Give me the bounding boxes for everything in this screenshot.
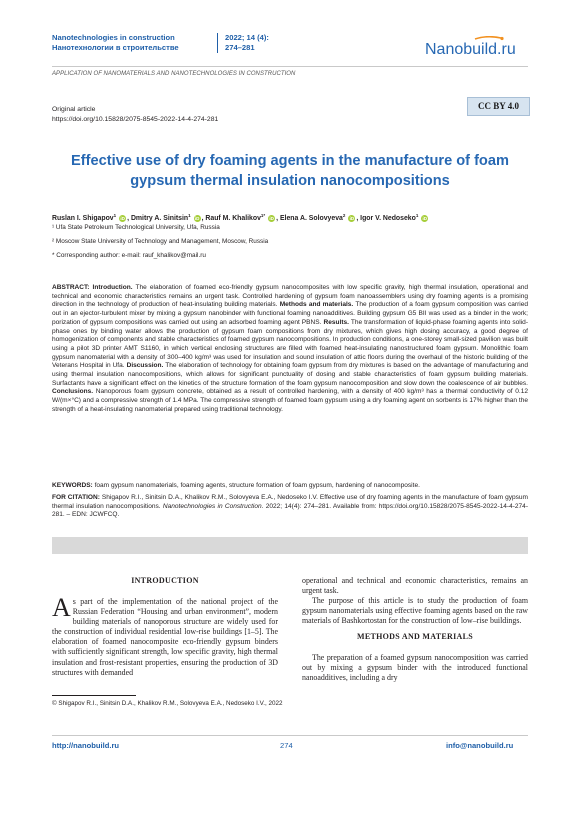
citation-text: Shigapov R.I., Sinitsin D.A., Khalikov R.M., Solovyeva E.A., Nedoseko I.V. Effective use of dry foaming agents in the manufacture of foam gypsum thermal insulation nanocompositions. [52,494,528,510]
methods-heading: METHODS AND MATERIALS [357,632,473,641]
keywords [52,482,528,491]
author-name: Igor V. Nedoseko [360,215,416,222]
section-divider [52,66,528,67]
abstract [52,284,528,415]
footer-email-link[interactable]: info@nanobuild.ru [446,741,514,750]
issue-volume: 2022; 14 (4): [225,33,269,42]
right-paragraph-1: operational and technical and economic characteristics, remains an urgent task. [302,576,528,596]
orcid-icon[interactable]: iD [269,216,274,221]
abstract-intro-heading: Introduction. [92,284,133,291]
separator-bar [52,537,528,554]
orcid-icon[interactable]: iD [349,216,355,221]
article-type: Original article [52,106,96,113]
author-name: Ruslan I. Shigapov [52,215,114,222]
section-label: APPLICATION OF NANOMATERIALS AND NANOTECHNOLOGIES IN CONSTRUCTION [52,71,296,77]
right-paragraph-2: The purpose of this article is to study the production of foam gypsum nanomaterials using effective foaming agents based on the raw materials of Bashkortostan for the construction of low–rise buildings. [302,596,528,626]
author-sup: 1 [113,213,117,218]
journal-name-ru: Нанотехнологии в строительстве [52,43,179,52]
copyright-notice: © Shigapov R.I., Sinitsin D.A., Khalikov R.M., Solovyeva E.A., Nedoseko I.V., 2022 [52,700,283,707]
author-1: Ruslan I. Shigapov$^1$ iD , [52,213,131,222]
drop-cap: A [52,593,71,622]
author-name: Rauf M. Khalikov [205,215,261,222]
abstract-conclusions-heading: Conclusions. [52,388,94,396]
author-sup: 2 [342,213,346,218]
affiliation-1: ¹ Ufa State Petroleum Technological University, Ufa, Russia [52,224,220,231]
issue-info [225,33,269,53]
introduction-paragraph [52,593,278,678]
abstract-methods-heading: Methods and materials. [279,301,354,309]
author-sup: 1 [188,213,191,218]
journal-name [52,33,179,53]
right-column [302,576,528,626]
author-4: Elena A. Solovyeva$^2$ iD , [279,213,361,222]
author-5 [360,215,429,222]
abstract-results-heading: Results. [323,318,349,326]
svg-text:Nanobuild.ru: Nanobuild.ru [425,41,516,58]
author-sup: 1 [415,213,419,218]
footer-website-link[interactable]: http://nanobuild.ru [52,741,120,750]
intro-text: s part of the implementation of the national project of the Russian Federation “Housing and urban environment”, modern building materials of nanoporous structure are widely used for the construction of individual residential low-rise buildings [1–5]. The elaboration of foamed nanocomposite eco-friendly gypsum binders with sufficiently significant strength, low specific gravity, high thermal insulation and frost-resistant properties, ensuring the production of 3D structures with demanded [52,597,278,677]
citation-tail: 2022; 14(4): 274–281. Available from: https://doi.org/10.15828/2075-8545-2022-14-4-274-281. – EDN: JCWFCQ. [52,502,529,519]
keywords-label: KEYWORDS: [52,482,93,489]
header-divider [217,33,218,53]
footer-divider [52,735,528,736]
abstract-discussion: The elaboration of technology for obtaining foam gypsum from dry mixtures is based on the advantage of manufacturing and using thermal insulation nanocompositions, which allows for significant punctuality of dosing and stable characteristics of foam gypsum building materials. Surfactants have a significant effect on the kinetics of the structure formation of the foam gypsum nanocomposition and slow down the coalescence of air bubbles. [52,362,528,387]
abstract-conclusions: Nanoporous foam gypsum concrete, obtained as a result of controlled hardening, with a density of 400 kg/m³ has a thermal conductivity of 0.12 W/(m×°C) and a compressive strength of 1.4 MPa. The compressive strength of foamed foam gypsum using a dry foaming agent on sorbents is 17% higher than the strength of a heat-insulating nanomaterial prepared using traditional technology. [52,388,529,413]
citation [52,494,528,520]
nanobuild-logo[interactable] [425,36,533,60]
page-number: 274 [280,741,293,750]
methods-paragraph: The preparation of a foamed gypsum nanocomposition was carried out by mixing a gypsum binder with the introduced functional nanoadditives, including a dry [302,653,528,683]
article-title: Effective use of dry foaming agents in the manufacture of foam gypsum thermal insulation nanocompositions [71,153,509,189]
doi-link[interactable]: https://doi.org/10.15828/2075-8545-2022-14-4-274-281 [52,116,219,123]
abstract-intro: The elaboration of foamed eco-friendly gypsum nanocomposites with low specific gravity, high thermal insulation, operational and technical and economic characteristics remains an urgent task. Controlled hardening of gypsum foam nanoassemblers using dry foaming agents is a promising direction in the technology of production of heat-insulating building materials. [52,284,528,309]
abstract-label: ABSTRACT: [52,284,90,291]
author-3: Rauf M. Khalikov$^{1*}$ iD , [205,213,280,222]
citation-journal: Nanotechnologies in Construction. [162,502,264,510]
footnote-divider [52,695,136,696]
citation-label: FOR CITATION: [52,494,100,501]
author-list [52,210,528,224]
introduction-heading: INTRODUCTION [131,576,199,585]
author-name: Elena A. Solovyeva [279,215,343,222]
abstract-results: The transformation of liquid-phase foaming agents into solid-phase ones by binding water allows the production of gypsum foam compositions from dry mixtures, which gives high dosing accuracy, a good degree of homogenization of components and stable characteristics of foamed gypsum nanocompositions. In production conditions, a one-storey small-sized pavilion was built using a pilot 3D printer AMT S1160, in which vertical enclosing structures are filled with foamed heat-insulating nanostructured foam gypsum. Monolithic foam gypsum nanomaterial with a density of 300–400 kg/m³ was used for insulation and sound insulation of attic floors during the overhaul of the historic building of the Veterans Hospital in Ufa. [52,318,528,370]
orcid-icon[interactable]: iD [120,216,125,221]
issue-pages: 274–281 [225,43,255,52]
orcid-icon[interactable]: iD [194,216,200,221]
author-name: Dmitry A. Sinitsin [130,215,189,222]
author-sup: 1* [260,213,266,218]
orcid-icon[interactable]: iD [422,216,428,221]
author-2: Dmitry A. Sinitsin$^1$ iD , [130,213,206,222]
abstract-discussion-heading: Discussion. [126,362,164,370]
journal-name-en: Nanotechnologies in construction [52,33,175,42]
abstract-methods: The production of a foam gypsum composition was carried out in an ejector-turbulent mixer by mixing a gypsum nanobinder with functional foaming nanoadditives. Building gypsum G5 BII was used as a binder in the work; porization of gypsum compositions was carried out using an adsorbed foaming agent PBNS. [52,301,529,326]
corresponding-author: * Corresponding author: e-mail: rauf_khalikov@mail.ru [52,252,206,259]
affiliation-2: ² Moscow State University of Technology and Management, Moscow, Russia [52,238,269,245]
license-badge[interactable]: CC BY 4.0 [467,97,530,116]
keywords-text: foam gypsum nanomaterials, foaming agents, structure formation of foam gypsum, hardening of nanocomposite. [94,482,420,489]
